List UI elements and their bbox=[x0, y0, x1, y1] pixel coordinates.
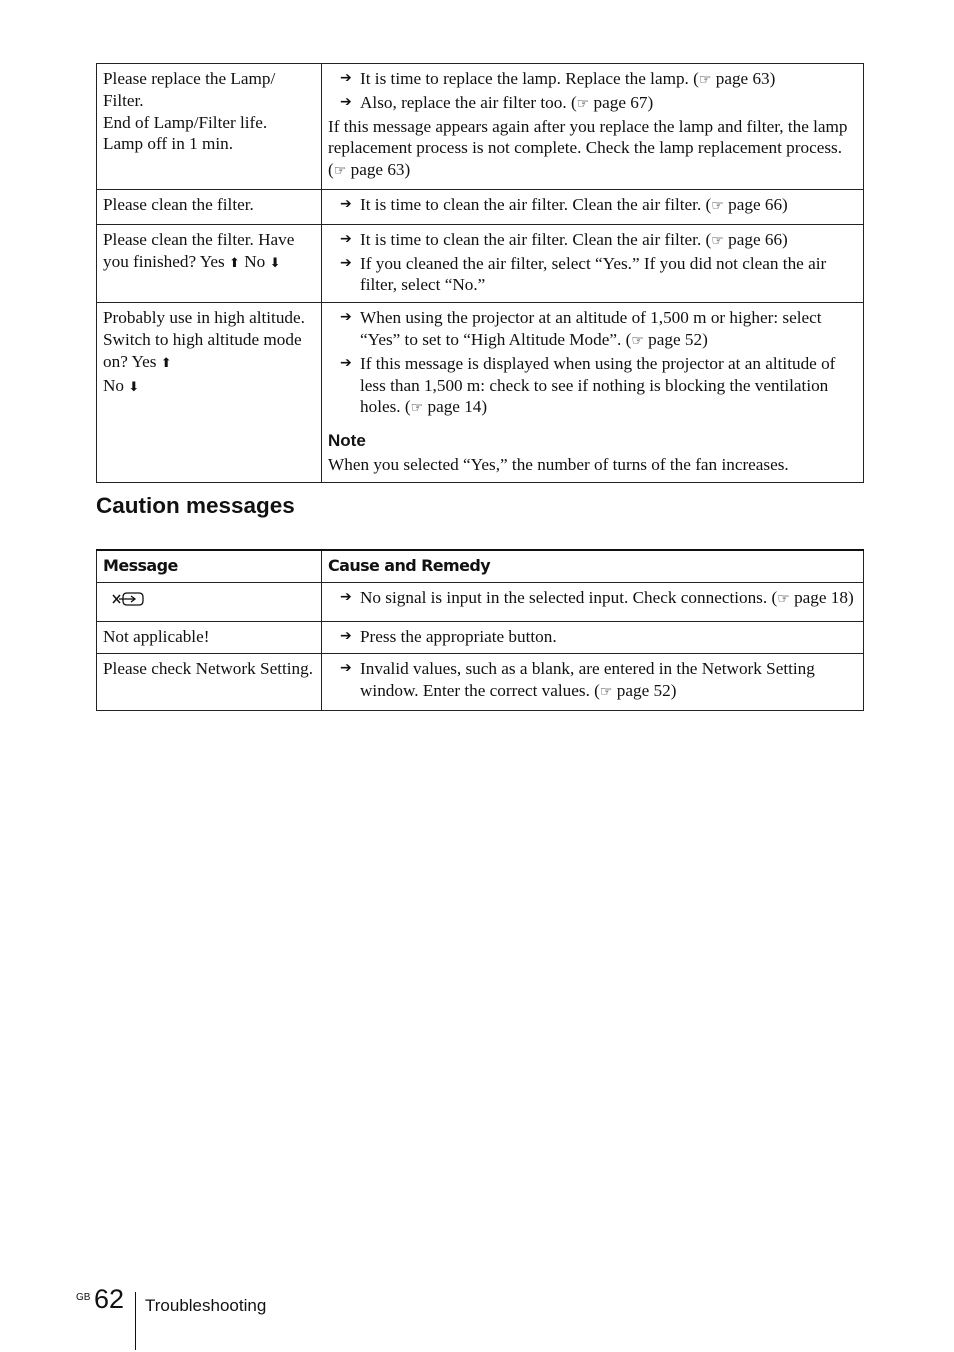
page-reference: page 52) bbox=[616, 681, 677, 701]
up-arrow-icon: ⬆ bbox=[160, 355, 172, 371]
remedy-text: If this message is displayed when using the projector at an altitude of less than 1,500 m: check to see if nothing is blocking the ventilation holes. ( bbox=[360, 353, 836, 417]
arrow-icon: ➔ bbox=[340, 309, 352, 326]
message-cell bbox=[97, 303, 322, 483]
page-number: 62 bbox=[94, 1284, 125, 1314]
message-cell: Please check Network Setting. bbox=[97, 654, 322, 711]
warning-messages-table bbox=[96, 63, 864, 483]
arrow-icon: ➔ bbox=[340, 660, 352, 677]
message-line: Filter. bbox=[103, 90, 144, 110]
message-text: No bbox=[239, 251, 270, 271]
page-reference: page 63) bbox=[350, 160, 411, 180]
up-arrow-icon: ⬆ bbox=[229, 255, 240, 271]
page-footer bbox=[0, 1284, 954, 1352]
remedy-item bbox=[328, 253, 857, 297]
message-line: Please replace the Lamp/ bbox=[103, 69, 276, 88]
table-row bbox=[97, 582, 864, 621]
footer-divider bbox=[135, 1292, 136, 1350]
table-row bbox=[97, 654, 864, 711]
page-reference: page 66) bbox=[728, 194, 788, 214]
note-heading: Note bbox=[328, 431, 366, 451]
message-cell: Not applicable! bbox=[97, 621, 322, 654]
arrow-icon: ➔ bbox=[340, 588, 352, 605]
remedy-item bbox=[328, 307, 857, 353]
remedy-text: If you cleaned the air filter, select “Yes.” If you did not clean the air filter, select “No.” bbox=[360, 253, 827, 295]
message-text: Please clean the filter. Have you finished? Yes bbox=[103, 229, 295, 271]
arrow-icon: ➔ bbox=[340, 254, 352, 271]
table-row bbox=[97, 224, 864, 302]
pointing-hand-icon: ☞ bbox=[711, 197, 724, 214]
message-line: End of Lamp/Filter life. bbox=[103, 112, 268, 132]
message-cell bbox=[97, 224, 322, 302]
no-signal-input-icon bbox=[111, 589, 145, 615]
remedy-cell bbox=[322, 621, 864, 654]
arrow-icon: ➔ bbox=[340, 70, 352, 86]
down-arrow-icon: ⬇ bbox=[128, 379, 140, 395]
pointing-hand-icon: ☞ bbox=[711, 232, 724, 249]
table-row bbox=[97, 303, 864, 483]
remedy-text: It is time to clean the air filter. Clean the air filter. ( bbox=[360, 229, 712, 249]
table-row bbox=[97, 621, 864, 654]
message-cell bbox=[97, 64, 322, 190]
page-reference: page 18) bbox=[794, 587, 854, 607]
message-line: Lamp off in 1 min. bbox=[103, 134, 234, 154]
message-text: No bbox=[103, 375, 129, 395]
remedy-text: Invalid values, such as a blank, are entered in the Network Setting window. Enter the correct values. ( bbox=[360, 659, 815, 701]
remedy-item bbox=[328, 92, 857, 116]
remedy-item bbox=[328, 658, 857, 704]
column-header-message: Message bbox=[97, 550, 322, 582]
remedy-item bbox=[328, 229, 857, 253]
pointing-hand-icon: ☞ bbox=[777, 590, 790, 607]
message-cell bbox=[97, 189, 322, 224]
remedy-cell bbox=[322, 64, 864, 190]
arrow-icon: ➔ bbox=[340, 354, 352, 371]
pointing-hand-icon: ☞ bbox=[698, 72, 712, 88]
message-line: Please clean the filter. bbox=[103, 194, 254, 214]
table-row bbox=[97, 189, 864, 224]
remedy-item bbox=[328, 353, 857, 420]
pointing-hand-icon: ☞ bbox=[599, 684, 613, 701]
arrow-icon: ➔ bbox=[340, 230, 352, 247]
remedy-item bbox=[328, 587, 857, 611]
page-reference: page 14) bbox=[427, 397, 488, 417]
remedy-text: No signal is input in the selected input. Check connections. ( bbox=[360, 587, 778, 607]
pointing-hand-icon: ☞ bbox=[333, 163, 347, 180]
remedy-paragraph bbox=[328, 116, 857, 183]
page-reference: page 52) bbox=[648, 329, 708, 349]
section-title: Caution messages bbox=[96, 493, 295, 518]
page-reference: page 67) bbox=[593, 92, 654, 112]
pointing-hand-icon: ☞ bbox=[576, 95, 590, 112]
arrow-icon: ➔ bbox=[340, 195, 352, 212]
remedy-item bbox=[328, 68, 857, 92]
remedy-text: If this message appears again after you replace the lamp and filter, the lamp replacement process is not complete. Check the lamp replacement process. ( bbox=[328, 116, 848, 180]
note-text: When you selected “Yes,” the number of turns of the fan increases. bbox=[328, 454, 789, 474]
caution-messages-table bbox=[96, 549, 864, 711]
arrow-icon: ➔ bbox=[340, 627, 352, 644]
page-reference: page 63) bbox=[715, 69, 776, 88]
page-reference: page 66) bbox=[728, 229, 788, 249]
remedy-text: It is time to replace the lamp. Replace the lamp. ( bbox=[360, 69, 699, 88]
remedy-cell bbox=[322, 654, 864, 711]
remedy-cell bbox=[322, 582, 864, 621]
remedy-cell bbox=[322, 189, 864, 224]
remedy-item bbox=[328, 194, 857, 218]
pointing-hand-icon: ☞ bbox=[410, 400, 424, 417]
section-name: Troubleshooting bbox=[145, 1296, 267, 1315]
message-cell bbox=[97, 582, 322, 621]
remedy-cell bbox=[322, 303, 864, 483]
remedy-text: Also, replace the air filter too. ( bbox=[360, 92, 577, 112]
down-arrow-icon: ⬇ bbox=[269, 255, 281, 271]
remedy-text: It is time to clean the air filter. Clean the air filter. ( bbox=[360, 194, 712, 214]
arrow-icon: ➔ bbox=[340, 93, 352, 110]
table-header-row bbox=[97, 550, 864, 582]
column-header-remedy: Cause and Remedy bbox=[322, 550, 864, 582]
message-text: Probably use in high altitude. Switch to high altitude mode on? Yes bbox=[103, 308, 305, 371]
region-code: GB bbox=[76, 1292, 91, 1303]
remedy-cell bbox=[322, 224, 864, 302]
pointing-hand-icon: ☞ bbox=[631, 332, 644, 349]
remedy-item bbox=[328, 626, 857, 648]
table-row bbox=[97, 64, 864, 190]
remedy-text: Press the appropriate button. bbox=[360, 626, 557, 646]
remedy-text: When using the projector at an altitude of 1,500 m or higher: select “Yes” to set to “High Altitude Mode”. ( bbox=[360, 308, 822, 349]
